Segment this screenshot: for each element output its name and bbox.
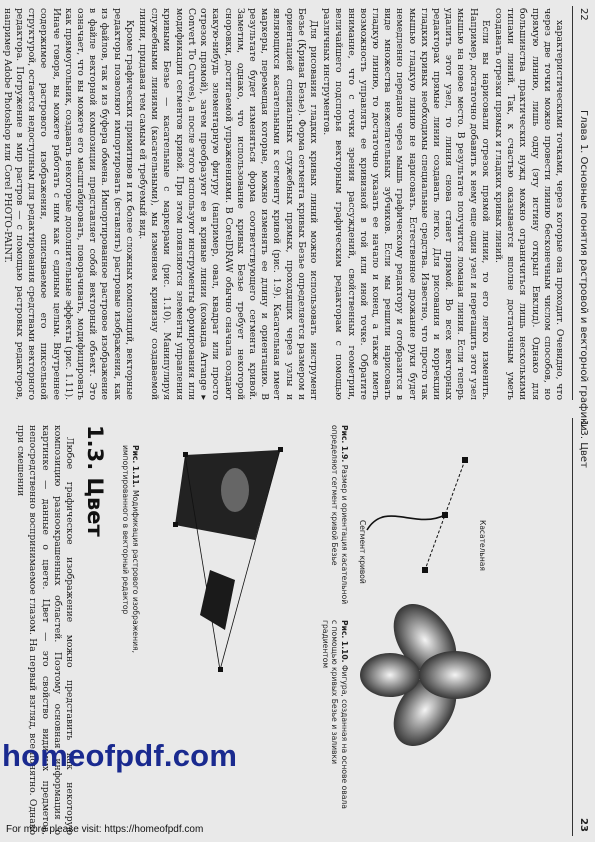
envelope-node-1	[278, 447, 283, 452]
raster-highlight	[221, 468, 249, 512]
left-header-rule	[572, 6, 573, 400]
curve-segment	[367, 515, 445, 530]
left-page-number: 22	[578, 8, 589, 21]
left-paragraph-4: Кроме графических примитивов и их более сложных композиций, векторные редакторы позволяют импортировать (вставлять) растровые изображения, как из файлов, так и из буфера обмена. Импортированное растровое изображение в файле векторной композиции представляет собой векторный объект. Это означает, что вы можете его масштабировать, поворачивать, модифицировать как прямоугольник, создавать некоторые дополнительные эффекты (рис. 1.11). Иначе говоря, вы можете работать с ним как с единым целым. Внутреннее содержимое растрового изображения, описываемое его пиксельной структурой, остается недоступным для редактирования средствами векторного редактора. Погружение в мир растров — с помощью растровых редакторов, например Adobe Photoshop или Corel PHOTO-PAINT.	[1, 8, 135, 400]
homeofpdf-footer-link[interactable]: For more please visit: https://homeofpdf.com	[6, 824, 204, 835]
left-running-header: Глава 1. Основные понятия растровой и векторной графики	[578, 110, 589, 431]
tangent-label: Касательная	[478, 520, 487, 571]
left-paragraph-1: характеристическими точками, через которые она проходит. Очевидно, что через две точки можно провести линию бесконечным числом способов, но прямую линию, лишь одну (эту истину открыл Евклид). Однако для большинства практических нужд можно ограничиться лишь несколькими типами линий. Так, к счастью оказывается вполне достаточным уметь создавать отрезки прямых и гладких кривых линий.	[492, 8, 565, 400]
fig19-text: Размер и ориентация касательной определяют сегмент кривой Безье	[330, 425, 349, 605]
curve-node	[442, 512, 448, 518]
left-text-column	[0, 8, 565, 400]
fig111-number: Рис. 1.11.	[131, 445, 140, 488]
envelope-node-2	[218, 667, 223, 672]
petal-top	[419, 651, 491, 699]
right-header-rule	[572, 418, 573, 836]
tangent-handle-start	[462, 457, 468, 463]
envelope-node-3	[183, 452, 188, 457]
fig110-caption	[321, 620, 350, 810]
section-title: 1.3. Цвет	[83, 425, 107, 537]
left-paragraph-3: Для рисования гладких кривых линий можно использовать инструмент Безье (Кривая Безье). Форма сегмента кривых Безье определяется размером и ориентацией специальных служебных прямых, проходящих через узлы и являющихся касательными к сегменту кривой (рис. 1.9). Касательная имеет маркеры, перемещая которые, можно изменять ее длину и ориентацию. В результате будет изменяться форма соответствующего сегмента кривой. Заметим, однако, что использование кривых Безье требует некоторой сноровки, достигаемой упражнениями. В CorelDRAW обычно сначала создают какую-нибудь элементарную фигуру (например, овал, квадрат или просто отрезок прямой), затем преобразуют ее в кривые линии (команда Arrange ▸ Convert To Curves), а после этого используют инструменты формирования или модификации сегментов кривой. При этом появляются элементы управления кривыми Безье — касательные с маркерами (рис. 1.10). Манипулируя служебными линиями (касательными), мы изменяем кривизну создаваемой линии, придавая тем самым ей требуемый вид.	[137, 8, 319, 400]
segment-label: Сегмент кривой	[358, 520, 367, 584]
petal-bottom	[360, 653, 420, 697]
right-page-number: 23	[578, 818, 589, 832]
envelope-node-4	[173, 522, 178, 527]
fig19-caption	[330, 425, 349, 605]
fig19-number: Рис. 1.9.	[340, 425, 349, 463]
left-paragraph-2: Если вы нарисовали отрезок прямой линии, то его легко изменить. Например, достаточно добавить к нему еще один узел и перетащить этот узел мышью на новое место. В результате получится ломаная линия. Если теперь удалить этот узел, то линия снова станет прямой. Во всех векторных редакторах прямые линии создавать легко. Для рисования и коррекции гладких кривых необходимы специальные средства. Известно, что просто так мышью гладкую линию не нарисовать. Естественное дрожание руки будет немедленно передано через мышь графическому редактору и отобразится в виде множества нежелательных зубчиков. Если мы решили нарисовать гладкую линию, то достаточно указать ее начало и конец, а также иметь возможность управлять ее кривизной в той или иной точке. Обратите внимание, что с точки зрения рассуждений, свойственных геометрии, величайшего подспорья векторным графическим редакторам с помощью различных инструментов.	[321, 8, 491, 400]
fig111-text: Модификация растрового изображения, импортированного в векторный редактор	[121, 445, 140, 653]
fig110-text: Фигура, созданная на основе овала с помощью кривых Безье и заливки градиентом	[321, 620, 349, 809]
fig111-caption	[121, 445, 140, 655]
section-paragraph: Любое графическое изображение можно представить как некоторую композицию разноокрашенных областей. Поэтому основная информация о картинке — данные о цвете. Цвет — это свойство видимых предметов, непосредственно воспринимаемое глазом. На первый взгляд, все понятно. Однако при смешении	[15, 425, 75, 835]
fig110-number: Рис. 1.10.	[340, 620, 349, 663]
tangent-handle-end	[422, 567, 428, 573]
raster-modification-figure	[145, 430, 295, 690]
homeofpdf-logo: homeofpdf.com	[2, 738, 238, 773]
right-running-header: 1.3. Цвет	[578, 420, 589, 468]
bezier-flower-figure	[350, 585, 500, 765]
bezier-tangent-figure	[355, 440, 485, 590]
